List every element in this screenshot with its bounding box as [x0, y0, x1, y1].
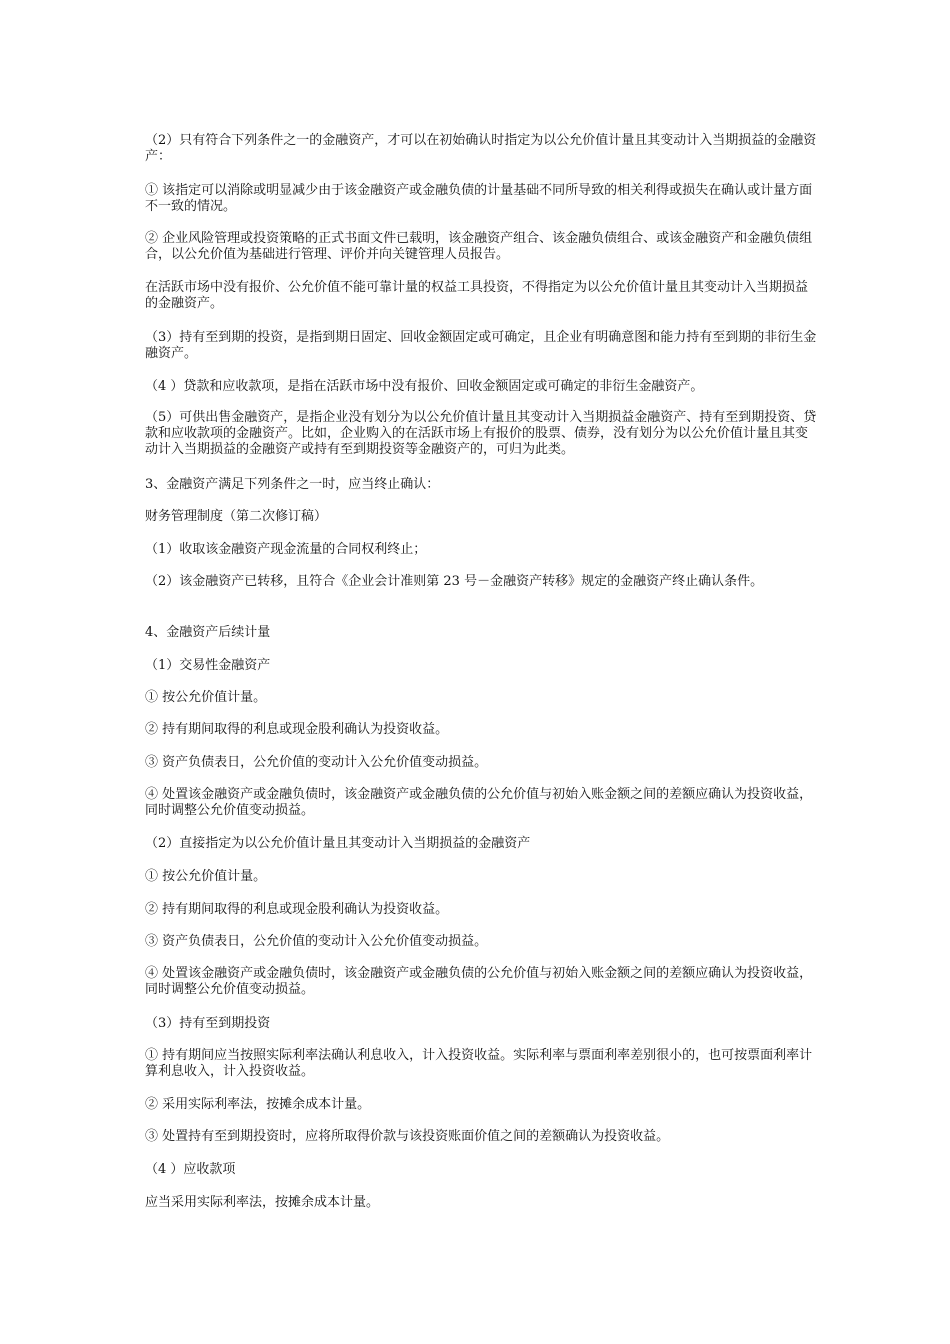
item-htm-3: ③ 处置持有至到期投资时，应将所取得价款与该投资账面价值之间的差额确认为投资收益。 [145, 1129, 670, 1144]
item-designated-2: ② 持有期间取得的利息或现金股利确认为投资收益。 [145, 902, 449, 917]
item-designated-1: ① 按公允价值计量。 [145, 869, 267, 884]
heading-derecognition: 3、金融资产满足下列条件之一时，应当终止确认： [145, 477, 440, 492]
paragraph-derecognition-1: （1）收取该金融资产现金流量的合同权利终止； [145, 542, 427, 557]
paragraph-condition-2: ② 企业风险管理或投资策略的正式书面文件已载明，该金融资产组合、该金融负债组合、或该金融资产和金融负债组合，以公允价值为基础进行管理、评价并向关键管理人员报告。 [145, 231, 813, 262]
document-running-title: 财务管理制度（第二次修订稿） [145, 509, 328, 524]
item-designated-4: ④ 处置该金融资产或金融负债时，该金融资产或金融负债的公允价值与初始入账金额之间的差额应确认为投资收益，同时调整公允价值变动损益。 [145, 966, 813, 997]
paragraph-held-to-maturity: （3）持有至到期的投资，是指到期日固定、回收金额固定或可确定，且企业有明确意图和能力持有至到期的非衍生金融资产。 [145, 330, 817, 361]
subheading-held-to-maturity: （3）持有至到期投资 [145, 1016, 271, 1031]
paragraph-loans-receivables: （4 ）贷款和应收款项，是指在活跃市场中没有报价、回收金额固定或可确定的非衍生金融资产。 [145, 379, 704, 394]
item-trading-2: ② 持有期间取得的利息或现金股利确认为投资收益。 [145, 722, 449, 737]
paragraph-condition-1: ① 该指定可以消除或明显减少由于该金融资产或金融负债的计量基础不同所导致的相关利得或损失在确认或计量方面不一致的情况。 [145, 183, 813, 214]
subheading-designated-assets: （2）直接指定为以公允价值计量且其变动计入当期损益的金融资产 [145, 836, 531, 851]
subheading-trading-assets: （1）交易性金融资产 [145, 658, 271, 673]
item-receivables-1: 应当采用实际利率法，按摊余成本计量。 [145, 1195, 380, 1210]
item-trading-3: ③ 资产负债表日，公允价值的变动计入公允价值变动损益。 [145, 755, 488, 770]
item-htm-2: ② 采用实际利率法，按摊余成本计量。 [145, 1097, 371, 1112]
paragraph-designation-conditions: （2）只有符合下列条件之一的金融资产，才可以在初始确认时指定为以公允价值计量且其变动计入当期损益的金融资产： [145, 133, 817, 164]
item-trading-4: ④ 处置该金融资产或金融负债时，该金融资产或金融负债的公允价值与初始入账金额之间的差额应确认为投资收益，同时调整公允价值变动损益。 [145, 787, 813, 818]
item-htm-1: ① 持有期间应当按照实际利率法确认利息收入，计入投资收益。实际利率与票面利率差别很小的，也可按票面利率计算利息收入，计入投资收益。 [145, 1048, 813, 1079]
item-designated-3: ③ 资产负债表日，公允价值的变动计入公允价值变动损益。 [145, 934, 488, 949]
paragraph-derecognition-2: （2）该金融资产已转移，且符合《企业会计准则第 23 号－金融资产转移》规定的金融资产终止确认条件。 [145, 574, 764, 589]
item-trading-1: ① 按公允价值计量。 [145, 690, 267, 705]
subheading-receivables: （4 ）应收款项 [145, 1162, 236, 1177]
paragraph-equity-note: 在活跃市场中没有报价、公允价值不能可靠计量的权益工具投资，不得指定为以公允价值计量且其变动计入当期损益的金融资产。 [145, 280, 809, 311]
heading-subsequent-measurement: 4、金融资产后续计量 [145, 625, 271, 640]
paragraph-available-for-sale: （5）可供出售金融资产，是指企业没有划分为以公允价值计量且其变动计入当期损益金融资产、持有至到期投资、贷款和应收款项的金融资产。比如，企业购入的在活跃市场上有报价的股票、债券，没有划分为以公允价值计量且其变动计入当期损益的金融资产或持有至到期投资等金融资产的，可归为此类。 [145, 410, 817, 457]
